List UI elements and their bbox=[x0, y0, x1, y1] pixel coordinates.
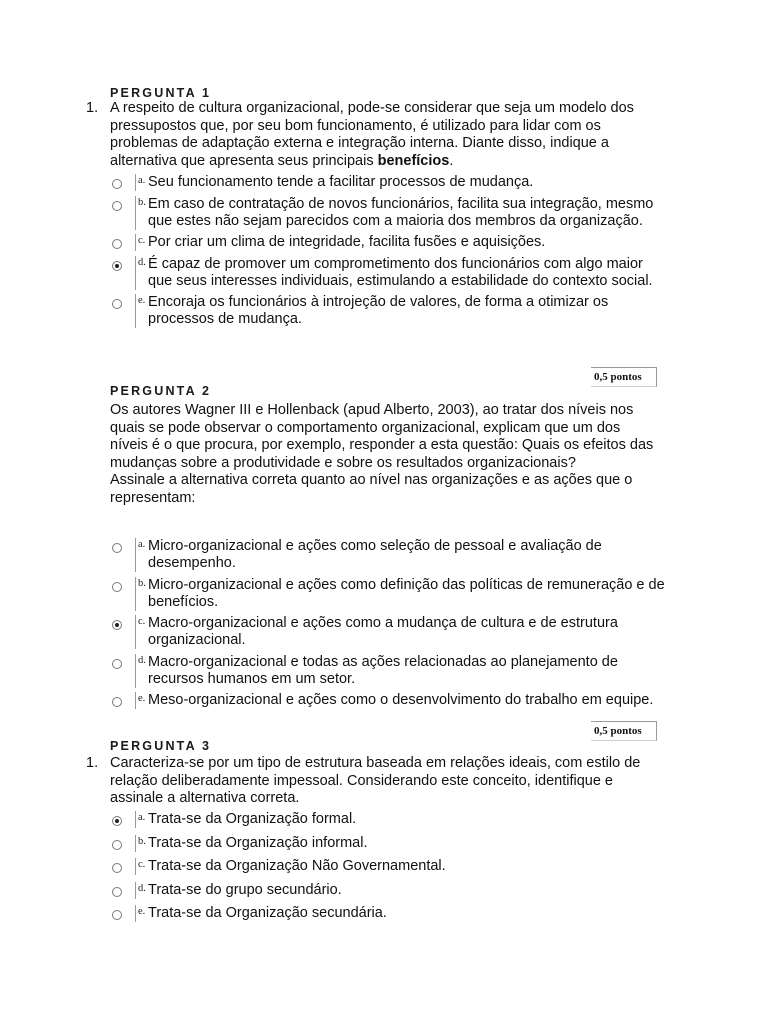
question-3-option-a[interactable] bbox=[110, 811, 670, 828]
question-1-text-end: . bbox=[449, 152, 454, 169]
option-text: É capaz de promover um comprometimento dos funcionários com algo maior que seus interesses individuais, estimulando a estabilidade do contexto social. bbox=[148, 255, 653, 289]
question-1-option-d[interactable] bbox=[110, 256, 670, 290]
radio-button-selected[interactable] bbox=[112, 620, 122, 630]
radio-button[interactable] bbox=[112, 299, 122, 309]
question-1-options bbox=[110, 174, 670, 333]
question-1-text: A respeito de cultura organizacional, pode-se considerar que seja um modelo dos pressupostos que, por seu bom funcionamento, é utilizado para lidar com os problemas de adaptação externa e integração interna. Diante disso, indique a alternativa que apresenta seus principais bbox=[110, 100, 634, 169]
question-2-option-d[interactable] bbox=[110, 654, 670, 688]
option-letter: a. bbox=[135, 538, 146, 572]
question-1-option-b[interactable] bbox=[110, 196, 670, 230]
question-1-option-a[interactable] bbox=[110, 174, 670, 191]
option-text: Em caso de contratação de novos funcionários, facilita sua integração, mesmo que estes não sejam parecidos com a maioria dos membros da organização. bbox=[148, 195, 654, 229]
option-letter: c. bbox=[135, 858, 146, 875]
option-text: Seu funcionamento tende a facilitar processos de mudança. bbox=[148, 174, 534, 190]
radio-button[interactable] bbox=[112, 910, 122, 920]
option-letter: c. bbox=[135, 615, 146, 649]
option-text: Macro-organizacional e ações como a mudança de cultura e de estrutura organizacional. bbox=[148, 615, 618, 648]
question-3-option-b[interactable] bbox=[110, 835, 670, 852]
question-1-option-e[interactable] bbox=[110, 294, 670, 328]
option-letter: a. bbox=[135, 174, 146, 191]
question-2-points: 0,5 pontos bbox=[591, 721, 657, 741]
option-text: Por criar um clima de integridade, facilita fusões e aquisições. bbox=[148, 234, 546, 250]
question-1-points: 0,5 pontos bbox=[591, 367, 657, 387]
option-text: Trata-se da Organização secundária. bbox=[148, 905, 387, 921]
option-text: Macro-organizacional e todas as ações relacionadas ao planejamento de recursos humanos em um setor. bbox=[148, 653, 618, 687]
question-3-title: PERGUNTA 3 bbox=[110, 739, 212, 753]
radio-button[interactable] bbox=[112, 543, 122, 553]
option-text: Trata-se da Organização Não Governamental. bbox=[148, 858, 446, 874]
question-2-options bbox=[110, 538, 670, 714]
option-letter: c. bbox=[135, 234, 146, 251]
question-1-statement bbox=[86, 100, 658, 170]
question-3-statement bbox=[86, 755, 658, 808]
option-letter: a. bbox=[135, 811, 146, 828]
question-3-number: 1. bbox=[86, 755, 99, 771]
option-text: Encoraja os funcionários à introjeção de valores, de forma a otimizar os processos de mudança. bbox=[148, 294, 609, 327]
option-text: Meso-organizacional e ações como o desenvolvimento do trabalho em equipe. bbox=[148, 692, 654, 708]
question-2-title: PERGUNTA 2 bbox=[110, 384, 212, 398]
option-letter: e. bbox=[135, 905, 146, 922]
question-2-option-c[interactable] bbox=[110, 615, 670, 649]
radio-button[interactable] bbox=[112, 179, 122, 189]
option-letter: d. bbox=[135, 654, 146, 688]
question-3-option-d[interactable] bbox=[110, 882, 670, 899]
option-text: Micro-organizacional e ações como definição das políticas de remuneração e de benefícios. bbox=[148, 576, 665, 610]
question-3-option-e[interactable] bbox=[110, 905, 670, 922]
radio-button-selected[interactable] bbox=[112, 816, 122, 826]
radio-button[interactable] bbox=[112, 582, 122, 592]
option-text: Trata-se da Organização formal. bbox=[148, 811, 357, 827]
radio-button[interactable] bbox=[112, 201, 122, 211]
option-letter: e. bbox=[135, 692, 146, 709]
option-letter: d. bbox=[135, 882, 146, 899]
option-letter: b. bbox=[135, 577, 146, 611]
question-2-instruction: Assinale a alternativa correta quanto ao nível nas organizações e as ações que o representam: bbox=[110, 472, 633, 506]
option-letter: b. bbox=[135, 835, 146, 852]
question-1-number: 1. bbox=[86, 100, 99, 116]
radio-button[interactable] bbox=[112, 863, 122, 873]
option-letter: e. bbox=[135, 294, 146, 328]
option-text: Micro-organizacional e ações como seleção de pessoal e avaliação de desempenho. bbox=[148, 538, 602, 571]
question-1-option-c[interactable] bbox=[110, 234, 670, 251]
radio-button-selected[interactable] bbox=[112, 261, 122, 271]
question-2-option-b[interactable] bbox=[110, 577, 670, 611]
option-letter: b. bbox=[135, 196, 146, 230]
radio-button[interactable] bbox=[112, 239, 122, 249]
question-3-options bbox=[110, 811, 670, 927]
question-2-option-a[interactable] bbox=[110, 538, 670, 572]
option-letter: d. bbox=[135, 256, 146, 290]
question-1-bold-term: benefícios bbox=[377, 152, 450, 169]
radio-button[interactable] bbox=[112, 840, 122, 850]
question-2-text: Os autores Wagner III e Hollenback (apud Alberto, 2003), ao tratar dos níveis nos quais se pode observar o comportamento organizacional, explicam que um dos níveis é o que procura, por exemplo, responder a esta questão: Quais os efeitos das mudanças sobre a produtividade e sobre os resultados organizacionais? bbox=[110, 402, 654, 471]
question-3-text: Caracteriza-se por um tipo de estrutura baseada em relações ideais, com estilo de relação deliberadamente impessoal. Considerando este conceito, identifique e assinale a alternativa correta. bbox=[110, 755, 641, 806]
question-2-statement bbox=[110, 402, 658, 507]
question-3-option-c[interactable] bbox=[110, 858, 670, 875]
question-1-title: PERGUNTA 1 bbox=[110, 86, 212, 100]
radio-button[interactable] bbox=[112, 659, 122, 669]
radio-button[interactable] bbox=[112, 697, 122, 707]
option-text: Trata-se da Organização informal. bbox=[148, 834, 368, 851]
option-text: Trata-se do grupo secundário. bbox=[148, 881, 342, 898]
question-2-option-e[interactable] bbox=[110, 692, 670, 709]
radio-button[interactable] bbox=[112, 887, 122, 897]
